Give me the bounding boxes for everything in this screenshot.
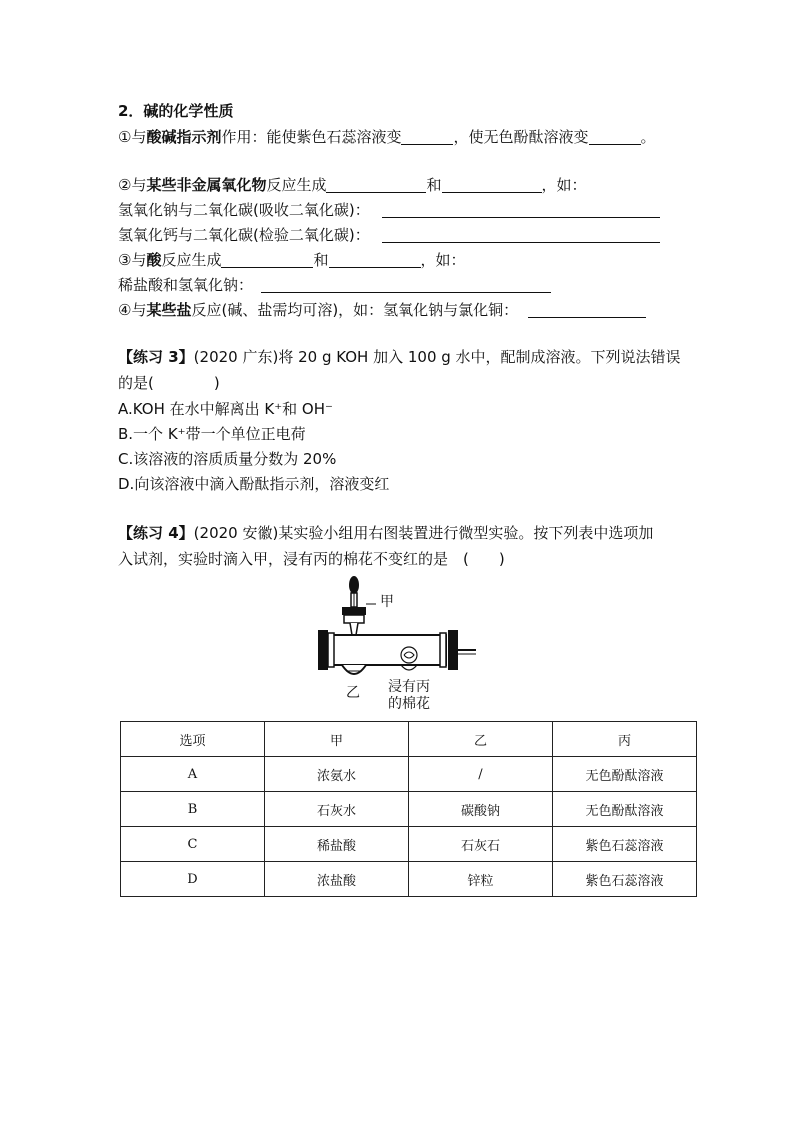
table-header: 乙 xyxy=(409,722,553,757)
exercise-4-stem: 【练习 4】(2020 安徽)某实验小组用右图装置进行微型实验。按下列表中选项加 xyxy=(118,524,654,542)
answer-blank[interactable] xyxy=(528,302,646,318)
answer-blank[interactable] xyxy=(382,202,660,218)
table-cell: B xyxy=(121,792,265,827)
example-caoh2-co2: 氢氧化钙与二氧化碳(检验二氧化碳)： xyxy=(118,225,660,245)
property-3: ③与酸反应生成 和 ，如： xyxy=(118,251,466,269)
table-row[interactable] xyxy=(121,792,697,827)
property-4: ④与某些盐反应(碱、盐需均可溶)，如：氢氧化钠与氯化铜： xyxy=(118,300,646,320)
answer-blank[interactable] xyxy=(261,277,551,293)
answer-blank[interactable] xyxy=(401,129,453,145)
example-naoh-co2: 氢氧化钠与二氧化碳(吸收二氧化碳)： xyxy=(118,200,660,220)
table-cell: 浓氨水 xyxy=(265,757,409,792)
property-2: ②与某些非金属氧化物反应生成 和 ，如： xyxy=(118,176,587,194)
exercise-3-option-a[interactable]: A.KOH 在水中解离出 K⁺和 OH⁻ xyxy=(118,400,333,418)
table-row[interactable] xyxy=(121,757,697,792)
table-header: 选项 xyxy=(121,722,265,757)
table-header: 甲 xyxy=(265,722,409,757)
section-title: 2．碱的化学性质 xyxy=(118,102,234,120)
table-row[interactable] xyxy=(121,862,697,897)
table-row[interactable] xyxy=(121,827,697,862)
table-cell: 石灰石 xyxy=(409,827,553,862)
table-cell: D xyxy=(121,862,265,897)
answer-blank[interactable] xyxy=(329,252,421,268)
table-cell: A xyxy=(121,757,265,792)
table-cell: 紫色石蕊溶液 xyxy=(553,827,697,862)
table-cell: 稀盐酸 xyxy=(265,827,409,862)
label-bing-line2: 的棉花 xyxy=(388,696,430,712)
table-cell: 锌粒 xyxy=(409,862,553,897)
answer-blank[interactable] xyxy=(326,177,426,193)
exercise-3-option-d[interactable]: D.向该溶液中滴入酚酞指示剂，溶液变红 xyxy=(118,475,390,493)
table-cell: / xyxy=(409,757,553,792)
table-cell: 碳酸钠 xyxy=(409,792,553,827)
exercise-3-option-b[interactable]: B.一个 K⁺带一个单位正电荷 xyxy=(118,425,306,443)
example-hcl-naoh: 稀盐酸和氢氧化钠： xyxy=(118,275,551,295)
table-cell: C xyxy=(121,827,265,862)
table-cell: 无色酚酞溶液 xyxy=(553,792,697,827)
exercise-3-stem-cont: 的是( ) xyxy=(118,374,220,392)
exercise-4-stem-cont: 入试剂，实验时滴入甲，浸有丙的棉花不变红的是 ( ) xyxy=(118,550,505,568)
options-table xyxy=(120,721,697,897)
answer-blank[interactable] xyxy=(382,227,660,243)
answer-blank[interactable] xyxy=(221,252,313,268)
table-cell: 紫色石蕊溶液 xyxy=(553,862,697,897)
apparatus-diagram xyxy=(314,575,484,715)
answer-blank[interactable] xyxy=(589,129,641,145)
table-cell: 石灰水 xyxy=(265,792,409,827)
label-jia: 甲 xyxy=(380,594,394,610)
table-header-row xyxy=(121,722,697,757)
label-yi: 乙 xyxy=(346,685,360,701)
answer-blank[interactable] xyxy=(442,177,542,193)
apparatus-drawing xyxy=(314,575,484,685)
property-1: ①与酸碱指示剂作用：能使紫色石蕊溶液变 ，使无色酚酞溶液变 。 xyxy=(118,128,656,146)
exercise-3-stem: 【练习 3】(2020 广东)将 20 g KOH 加入 100 g 水中，配制成溶液。下列说法错误 xyxy=(118,348,681,366)
table-header: 丙 xyxy=(553,722,697,757)
exercise-3-option-c[interactable]: C.该溶液的溶质质量分数为 20% xyxy=(118,450,337,468)
label-bing-line1: 浸有丙 xyxy=(388,679,430,695)
table-cell: 浓盐酸 xyxy=(265,862,409,897)
table-cell: 无色酚酞溶液 xyxy=(553,757,697,792)
